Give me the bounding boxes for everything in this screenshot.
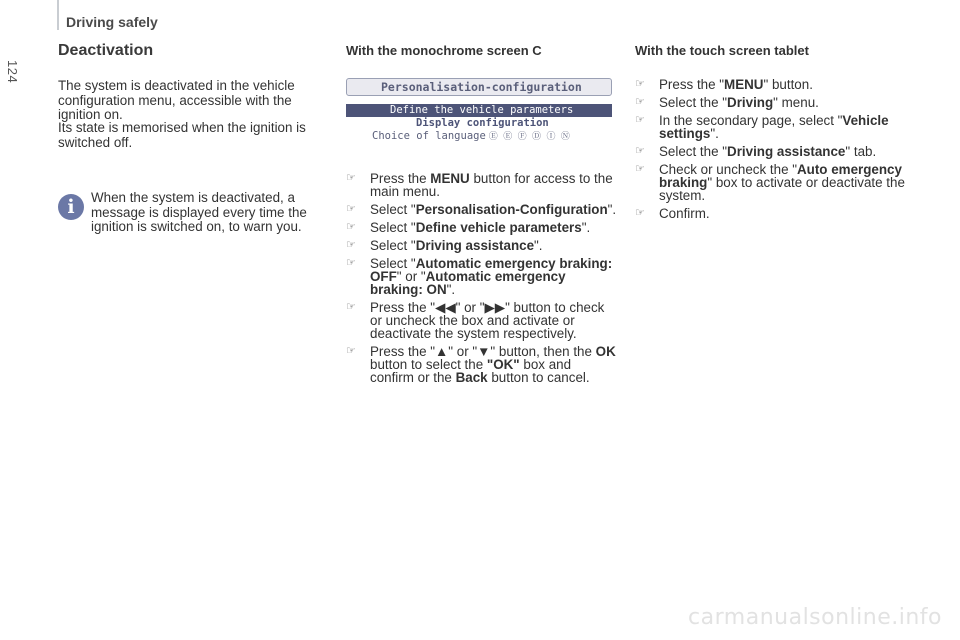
monochrome-heading: With the monochrome screen C <box>346 43 542 58</box>
pointing-hand-icon: ☞ <box>346 257 356 269</box>
pointing-hand-icon: ☞ <box>346 221 356 233</box>
touchscreen-step: ☞ Select the "Driving assistance" tab. <box>635 144 877 159</box>
pointing-hand-icon: ☞ <box>346 172 356 184</box>
pointing-hand-icon: ☞ <box>635 163 645 175</box>
screen-row-language <box>346 130 612 143</box>
pointing-hand-icon: ☞ <box>346 345 356 357</box>
deactivation-paragraph-2: Its state is memorised when the ignition is switched off. <box>58 120 306 150</box>
deactivation-paragraph-1: The system is deactivated in the vehicle configuration menu, accessible with the ignition on. <box>58 78 295 122</box>
chapter-title: Driving safely <box>66 14 158 30</box>
pointing-hand-icon: ☞ <box>346 301 356 313</box>
screen-row-language-label: Choice of language <box>372 130 486 142</box>
touchscreen-step: ☞ Press the "MENU" button. <box>635 77 813 92</box>
monochrome-screen-image <box>346 78 612 146</box>
watermark: carmanualsonline.info <box>688 605 942 630</box>
monochrome-step: ☞ Press the MENU button for access to the main menu. <box>346 171 613 199</box>
touchscreen-step: ☞ Confirm. <box>635 206 710 221</box>
language-flags-icon: Ⓔ Ⓔ Ⓕ Ⓓ Ⓘ Ⓝ <box>488 132 570 142</box>
pointing-hand-icon: ☞ <box>346 239 356 251</box>
monochrome-step: ☞ Press the "◀◀" or "▶▶" button to check or uncheck the box and activate or deactivate the system respectively. <box>346 300 605 341</box>
pointing-hand-icon: ☞ <box>635 96 645 108</box>
monochrome-step: ☞ Select "Driving assistance". <box>346 238 543 253</box>
touchscreen-heading: With the touch screen tablet <box>635 43 809 58</box>
screen-menu-title: Personalisation-configuration <box>346 78 612 96</box>
pointing-hand-icon: ☞ <box>346 203 356 215</box>
info-note <box>58 191 328 235</box>
touchscreen-step: ☞ Select the "Driving" menu. <box>635 95 819 110</box>
monochrome-step: ☞ Select "Automatic emergency braking: OFF" or "Automatic emergency braking: ON". <box>346 256 613 297</box>
info-note-text: When the system is deactivated, a message is displayed every time the ignition is switched on, to warn you. <box>91 190 307 234</box>
side-rule <box>57 0 59 30</box>
monochrome-step: ☞ Select "Personalisation-Configuration". <box>346 202 617 217</box>
touchscreen-step: ☞ In the secondary page, select "Vehicle settings". <box>635 113 889 141</box>
pointing-hand-icon: ☞ <box>635 114 645 126</box>
screen-row-vehicle-parameters: Define the vehicle parameters <box>346 104 612 117</box>
pointing-hand-icon: ☞ <box>635 207 645 219</box>
deactivation-heading: Deactivation <box>58 42 154 59</box>
monochrome-step: ☞ Select "Define vehicle parameters". <box>346 220 591 235</box>
touchscreen-steps-list <box>635 78 905 225</box>
page-number: 124 <box>5 60 20 84</box>
screen-row-display-configuration: Display configuration <box>416 117 549 129</box>
pointing-hand-icon: ☞ <box>635 145 645 157</box>
pointing-hand-icon: ☞ <box>635 78 645 90</box>
monochrome-step: ☞ Press the "▲" or "▼" button, then the OK button to select the "OK" box and confirm or the Back button to cancel. <box>346 344 616 385</box>
info-icon: i <box>58 194 84 220</box>
monochrome-steps-list <box>346 172 618 389</box>
touchscreen-step: ☞ Check or uncheck the "Auto emergency braking" box to activate or deactivate the system. <box>635 162 905 203</box>
